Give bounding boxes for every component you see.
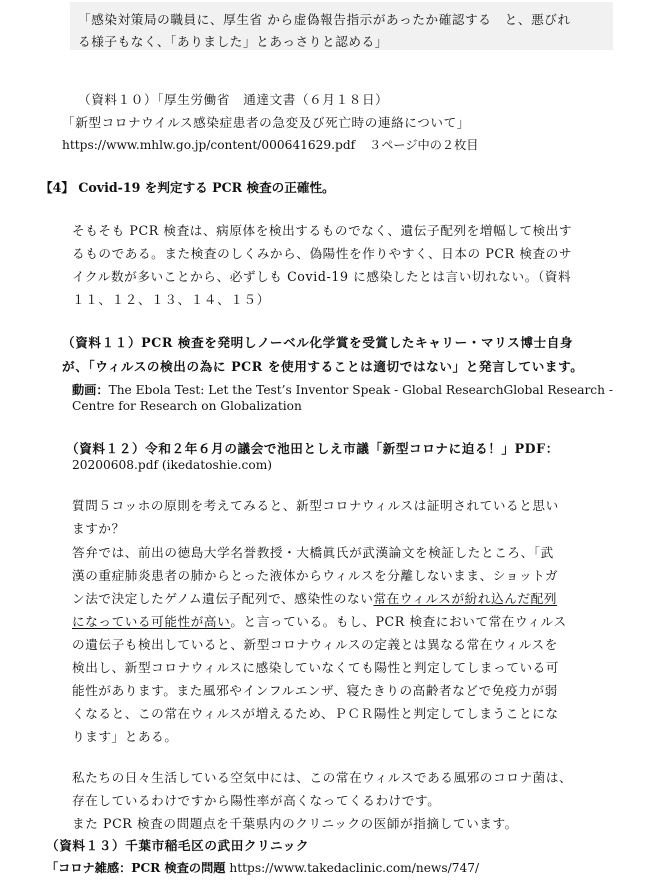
ref12-a1: 答弁では、前出の徳島大学名誉教授・大橋眞氏が武漢論文を検証したところ、「武 [72, 545, 554, 560]
ref10-url-line [62, 136, 478, 153]
video-label: 動画： [72, 383, 109, 397]
ref11-video-line-2[interactable]: Centre for Research on Globalization [72, 399, 302, 413]
ref12-q1: 質問５コッホの原則を考えてみると、新型コロナウィルスは証明されていると思い [72, 498, 559, 513]
ref12-b3: また PCR 検査の問題点を千葉県内のクリニックの医師が指摘しています。 [72, 816, 518, 831]
ref12-a5: の遺伝子も検出していると、新型コロナウィルスの定義とは異なる常在ウィルスを [72, 637, 558, 652]
ref13-title: （資料１３）千葉市稲毛区の武田クリニック [46, 838, 310, 853]
ref13-line [46, 859, 479, 876]
quote-line-2: る様子もなく、「ありました」とあっさりと認める」 [78, 34, 388, 49]
ref12-file-link[interactable]: 20200608.pdf (ikedatoshie.com) [72, 458, 273, 472]
ref12-a3-text: ン法で決定したゲノム遺伝子配列で、感染性のない [72, 591, 374, 606]
ref12-a8: くなると、この常在ウィルスが増えるため、ＰＣＲ陽性と判定してしまうことにな [72, 706, 559, 721]
ref12-a4 [72, 611, 567, 630]
quote-line-1: 「感染対策局の職員に、厚生省 から虚偽報告指示があったか確認する と、悪びれ [78, 12, 571, 27]
ref13-label: 「コロナ雑感：PCR 検査の問題 [46, 861, 226, 875]
section4-heading: 【4】 Covid-19 を判定する PCR 検査の正確性。 [40, 180, 335, 195]
takeda-clinic-link[interactable]: https://www.takedaclinic.com/news/747/ [229, 861, 480, 875]
section4-para-4: １１、１２、１３、１４、１５） [72, 292, 270, 307]
ref12-q2: ますか？ [72, 521, 125, 536]
section4-para-1: そもそも PCR 検査は、病原体を検出するものでなく、遺伝子配列を増幅して検出す [72, 223, 573, 238]
ref12-a9: ります」とある。 [72, 729, 178, 744]
ref11-line-1: （資料１１）PCR 検査を発明しノーベル化学賞を受賞したキャリー・マリス博士自身 [62, 335, 574, 350]
ref12-a3-underlined: 常在ウィルスが紛れ込んだ配列 [373, 591, 558, 606]
ref12-a3 [72, 588, 557, 607]
ref10-title: （資料１０）「厚生労働省 通達文書（６月１８日） [78, 92, 389, 107]
section4-para-3: イクル数が多いことから、必ずしも Covid-19 に感染したとは言い切れない。（資料 [72, 269, 572, 284]
ref10-subtitle: 「新型コロナウイルス感染症患者の急変及び死亡時の連絡について」 [62, 115, 470, 130]
ref10-pages: ３ページ中の２枚目 [369, 138, 479, 152]
section4-para-2: るものである。また検査のしくみから、偽陽性を作りやすく、日本の PCR 検査のサ [72, 246, 573, 261]
ref12-title: （資料１２）令和２年６月の議会で池田としえ市議「新型コロナに迫る！」PDF： [66, 441, 559, 456]
ref12-b2: 存在しているわけですから陽性率が高くなってくるわけです。 [72, 793, 441, 808]
ref12-a4-underlined: になっている可能性が高い [72, 614, 231, 629]
ref10-link[interactable]: https://www.mhlw.go.jp/content/000641629.pdf [62, 138, 356, 152]
ref12-a4-text: 。と言っている。もし、PCR 検査において常在ウィルス [230, 614, 567, 629]
ref12-b1: 私たちの日々生活している空気中には、この常在ウィルスである風邪のコロナ菌は、 [72, 770, 573, 785]
ref12-a7: 能性があります。また風邪やインフルエンザ、寝たきりの高齢者などで免疫力が弱 [72, 683, 558, 698]
ref11-line-2: が、「ウィルスの検出の為に PCR を使用することは適切ではない」と発言しています。 [62, 359, 584, 374]
ref11-video-line-1 [72, 381, 613, 398]
ebola-video-link[interactable]: The Ebola Test: Let the Test’s Inventor Speak - Global ResearchGlobal Research - [108, 383, 613, 397]
ref12-a6: 検出し、新型コロナウィルスに感染していなくても陽性と判定してしまっている可 [72, 660, 560, 675]
ref12-a2: 漢の重症肺炎患者の肺からとった液体からウィルスを分離しないまま、ショットガ [72, 568, 559, 583]
